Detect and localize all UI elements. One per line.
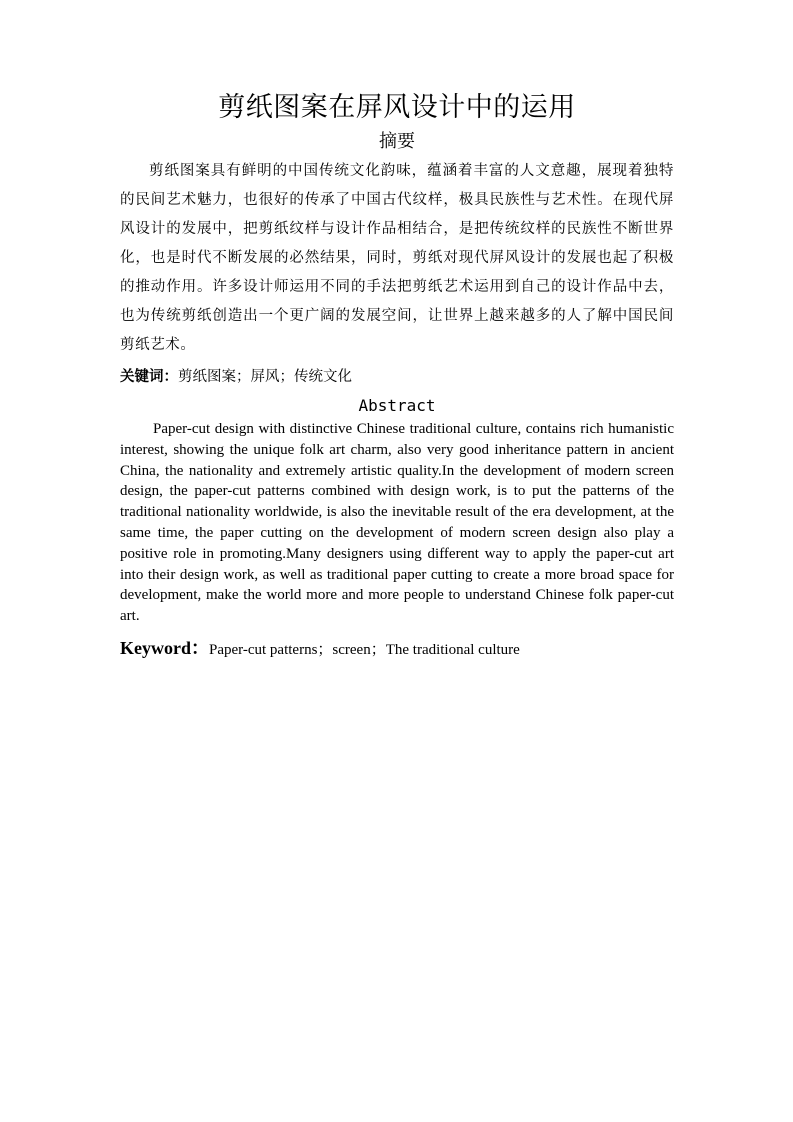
keywords-cn-label: 关键词： bbox=[120, 368, 178, 385]
keywords-en-label: Keyword： bbox=[120, 638, 209, 658]
keywords-cn-value: 剪纸图案；屏风；传统文化 bbox=[178, 369, 352, 385]
document-title: 剪纸图案在屏风设计中的运用 bbox=[218, 92, 576, 123]
document-page bbox=[120, 0, 674, 1122]
abstract-body-en: Paper-cut design with distinctive Chinese traditional culture, contains rich humanistic interest, showing the unique folk art charm, also very good inheritance pattern in ancient China, the nationality and extremely artistic quality.In the development of modern screen design, the paper-cut patterns combined with design work, is to put the patterns of the traditional nationality worldwide, is also the inevitable result of the era development, at the same time, the paper cutting on the development of modern screen design also play a positive role in promoting.Many designers using different way to apply the paper-cut art into their design work, as well as traditional paper cutting to create a more broad space for development, make the world more and more people to understand Chinese folk paper-cut art. bbox=[120, 421, 674, 625]
keywords-cn bbox=[120, 364, 674, 390]
abstract-heading-en: Abstract bbox=[358, 396, 436, 415]
abstract-heading-cn: 摘要 bbox=[379, 131, 415, 152]
keywords-en bbox=[120, 636, 674, 662]
abstract-body-cn: 剪纸图案具有鲜明的中国传统文化韵味，蕴涵着丰富的人文意趣，展现着独特的民间艺术魅力，也很好的传承了中国古代纹样，极具民族性与艺术性。在现代屏风设计的发展中，把剪纸纹样与设计作品相结合，是把传统纹样的民族性不断世界化，也是时代不断发展的必然结果，同时，剪纸对现代屏风设计的发展也起了积极的推动作用。许多设计师运用不同的手法把剪纸艺术运用到自己的设计作品中去，也为传统剪纸创造出一个更广阔的发展空间，让世界上越来越多的人了解中国民间剪纸艺术。 bbox=[120, 163, 674, 353]
keywords-en-value: Paper-cut patterns；screen；The traditional culture bbox=[209, 642, 520, 658]
